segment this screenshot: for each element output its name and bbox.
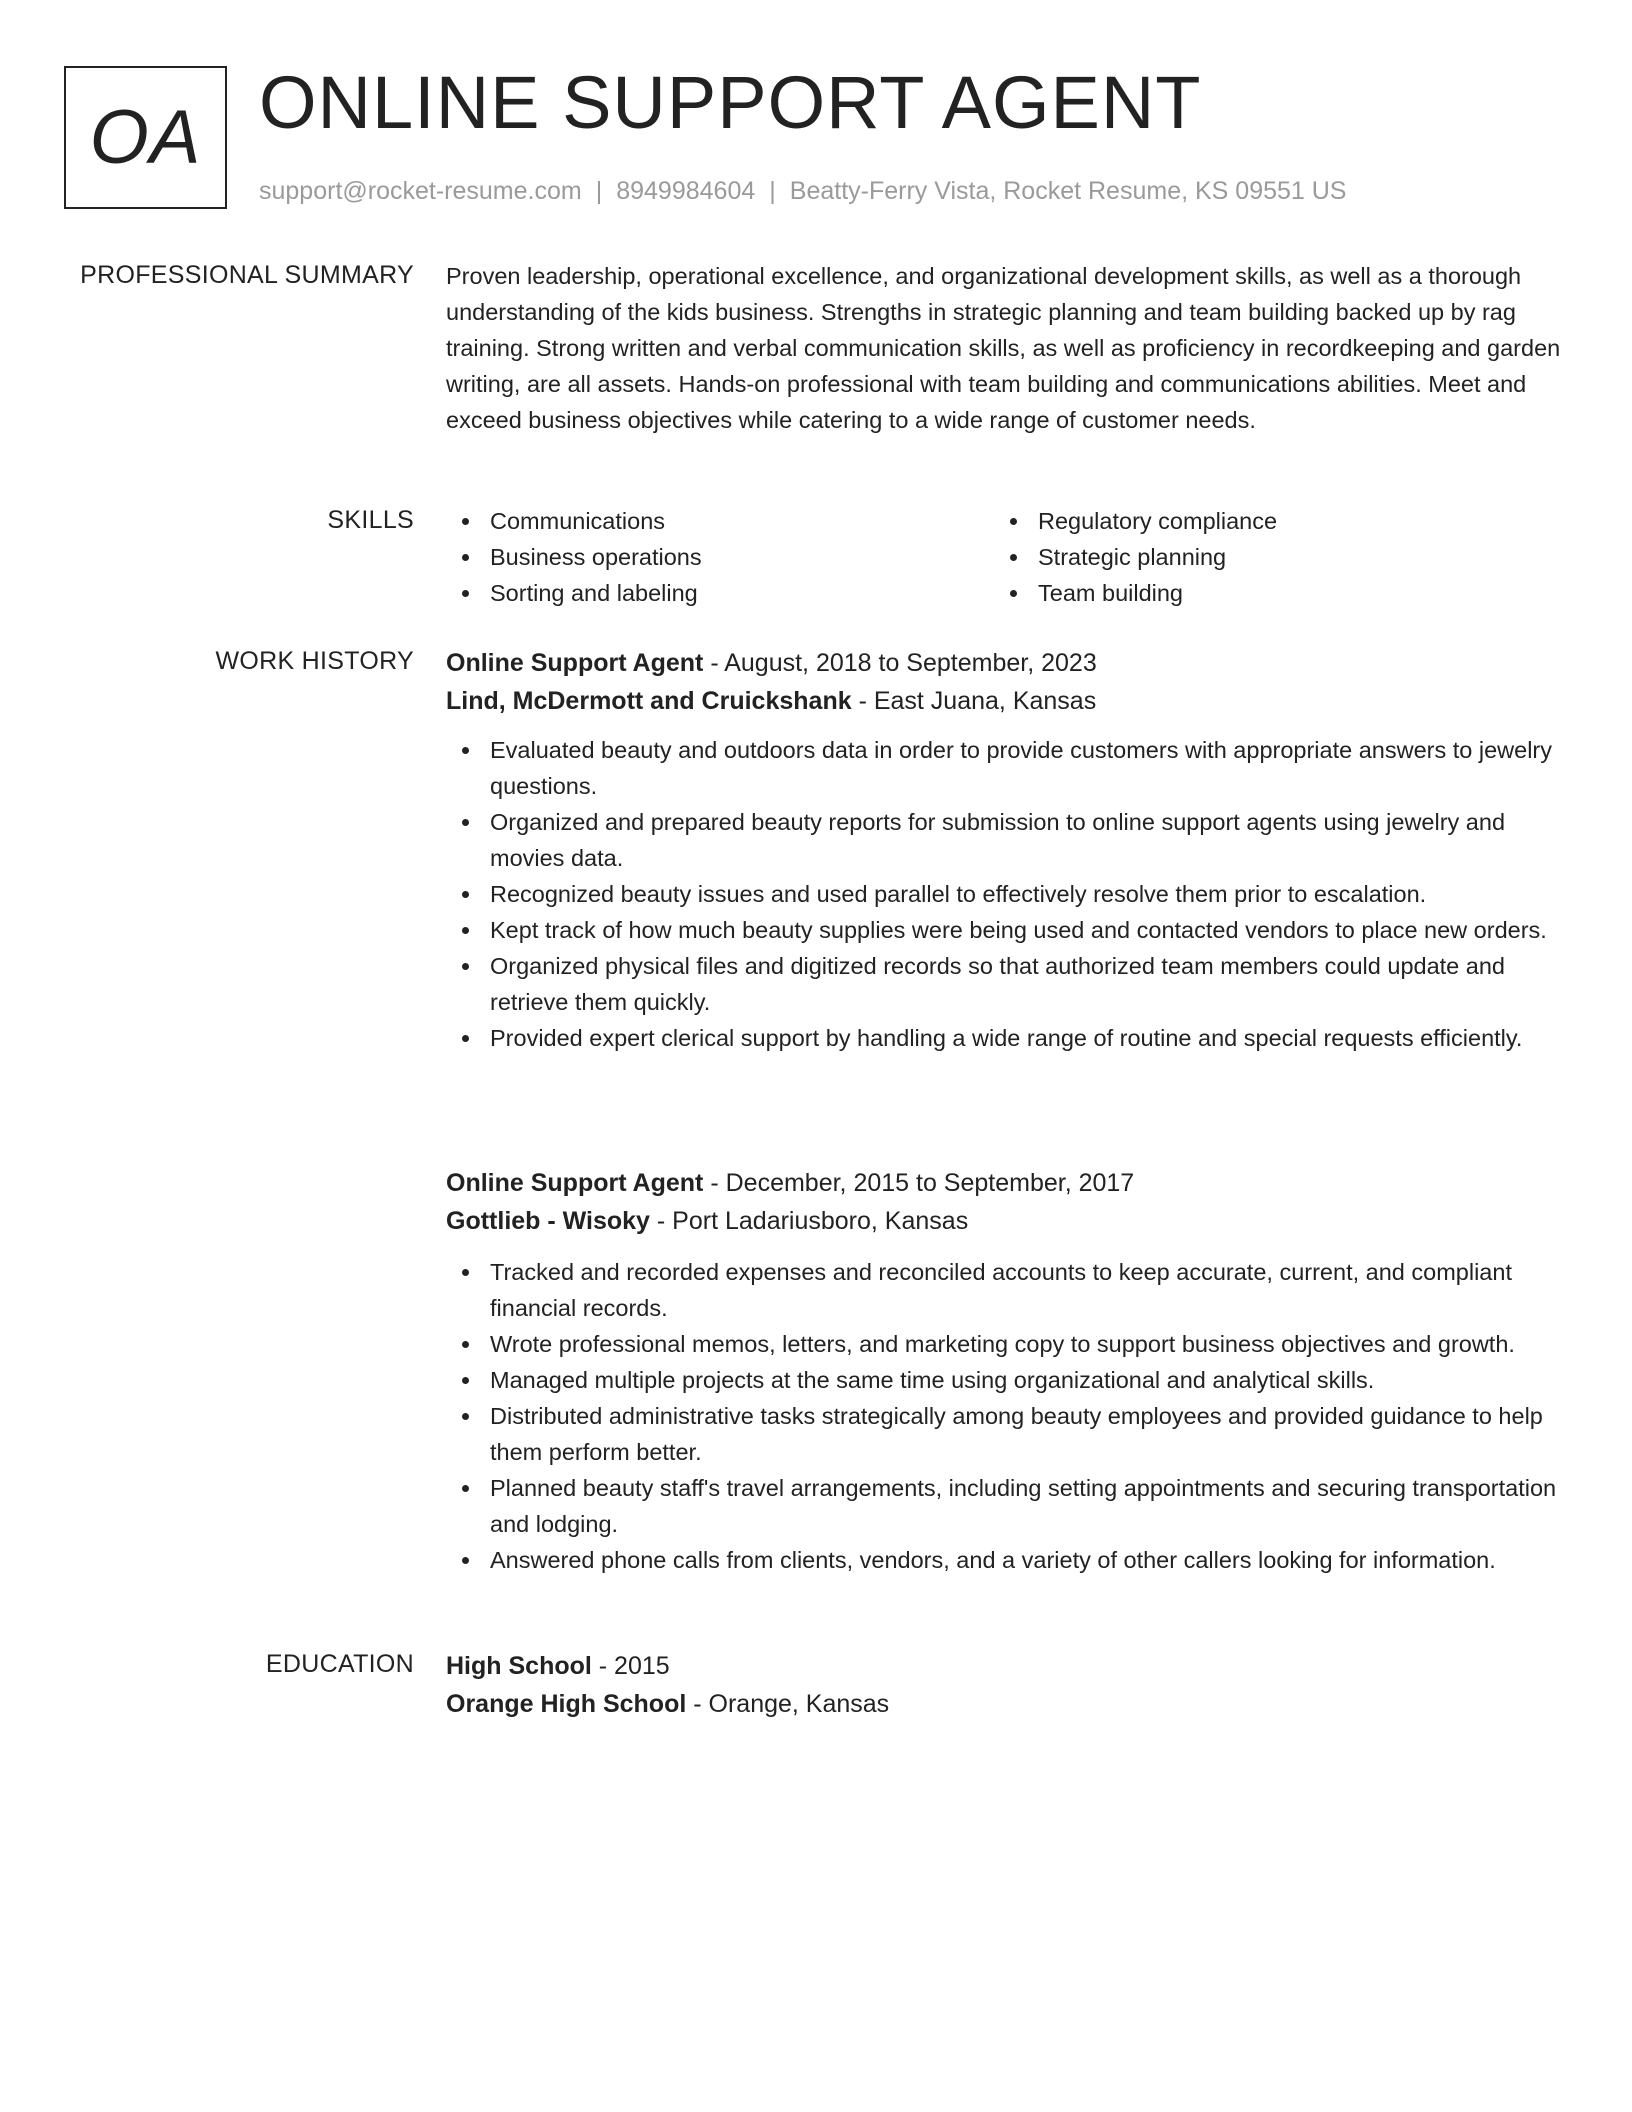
email-text: support@rocket-resume.com <box>259 177 582 205</box>
job-bullet: Wrote professional memos, letters, and marketing copy to support business objectives and growth. <box>446 1326 1576 1362</box>
job-bullet: Distributed administrative tasks strategically among beauty employees and provided guidance to help them perform better. <box>446 1398 1576 1470</box>
contact-separator: | <box>769 177 776 205</box>
job-bullet: Tracked and recorded expenses and reconciled accounts to keep accurate, current, and compliant financial records. <box>446 1254 1576 1326</box>
degree-name: High School <box>446 1652 592 1680</box>
school-line <box>446 1685 1576 1723</box>
skills-column-left <box>446 503 994 611</box>
job-company: Lind, McDermott and Cruickshank <box>446 687 852 715</box>
job-bullet: Kept track of how much beauty supplies were being used and contacted vendors to place new orders. <box>446 912 1576 948</box>
job-role: Online Support Agent <box>446 649 704 677</box>
job-bullet: Answered phone calls from clients, vendors, and a variety of other callers looking for information. <box>446 1542 1576 1578</box>
education-entry <box>446 1647 1576 1723</box>
skill-item: Communications <box>446 503 994 539</box>
job-location: - East Juana, Kansas <box>851 687 1097 715</box>
candidate-title: ONLINE SUPPORT AGENT <box>259 61 1202 144</box>
job-dates: - December, 2015 to September, 2017 <box>703 1169 1135 1197</box>
skill-item: Regulatory compliance <box>994 503 1542 539</box>
job-entry <box>446 644 1576 1056</box>
job-location: - Port Ladariusboro, Kansas <box>649 1207 969 1235</box>
address-text: Beatty-Ferry Vista, Rocket Resume, KS 09551 US <box>789 177 1347 205</box>
job-company-line <box>446 682 1576 720</box>
skills-column-right <box>994 503 1542 611</box>
job-bullet: Managed multiple projects at the same time using organizational and analytical skills. <box>446 1362 1576 1398</box>
work-history-heading: WORK HISTORY <box>215 647 414 675</box>
job-bullet: Evaluated beauty and outdoors data in order to provide customers with appropriate answers to jewelry questions. <box>446 732 1576 804</box>
degree-year: - 2015 <box>591 1652 670 1680</box>
school-location: - Orange, Kansas <box>686 1690 890 1718</box>
contact-separator: | <box>595 177 603 205</box>
skills-heading: SKILLS <box>327 506 414 534</box>
education-heading: EDUCATION <box>265 1650 414 1678</box>
summary-text: Proven leadership, operational excellence, and organizational development skills, as well as a thorough understanding of the kids business. Strengths in strategic planning and team building backed up by rag training. Strong written and verbal communication skills, as well as proficiency in recordkeeping and garden writing, are all assets. Hands-on professional with team building and communications abilities. Meet and exceed business objectives while catering to a wide range of customer needs. <box>446 263 1561 433</box>
job-bullets <box>446 1254 1576 1578</box>
skill-item: Team building <box>994 575 1542 611</box>
job-dates: - August, 2018 to September, 2023 <box>703 649 1097 677</box>
job-title-line <box>446 644 1576 682</box>
job-bullet: Organized and prepared beauty reports for submission to online support agents using jewelry and movies data. <box>446 804 1576 876</box>
job-bullet: Planned beauty staff's travel arrangements, including setting appointments and securing transportation and lodging. <box>446 1470 1576 1542</box>
job-bullet: Provided expert clerical support by handling a wide range of routine and special requests efficiently. <box>446 1020 1576 1056</box>
job-bullets <box>446 732 1576 1056</box>
job-company-line <box>446 1202 1576 1240</box>
school-name: Orange High School <box>446 1690 687 1718</box>
job-bullet: Organized physical files and digitized records so that authorized team members could update and retrieve them quickly. <box>446 948 1576 1020</box>
skill-item: Strategic planning <box>994 539 1542 575</box>
job-role: Online Support Agent <box>446 1169 704 1197</box>
summary-heading: PROFESSIONAL SUMMARY <box>80 261 414 289</box>
job-entry <box>446 1164 1576 1578</box>
skills-list <box>446 503 1576 611</box>
job-bullet: Recognized beauty issues and used parallel to effectively resolve them prior to escalation. <box>446 876 1576 912</box>
degree-line <box>446 1647 1576 1685</box>
job-title-line <box>446 1164 1576 1202</box>
skill-item: Business operations <box>446 539 994 575</box>
monogram-initials: OA <box>64 66 227 209</box>
job-company: Gottlieb - Wisoky <box>446 1207 650 1235</box>
contact-line <box>259 174 1346 208</box>
phone-text: 8949984604 <box>616 177 756 205</box>
skill-item: Sorting and labeling <box>446 575 994 611</box>
